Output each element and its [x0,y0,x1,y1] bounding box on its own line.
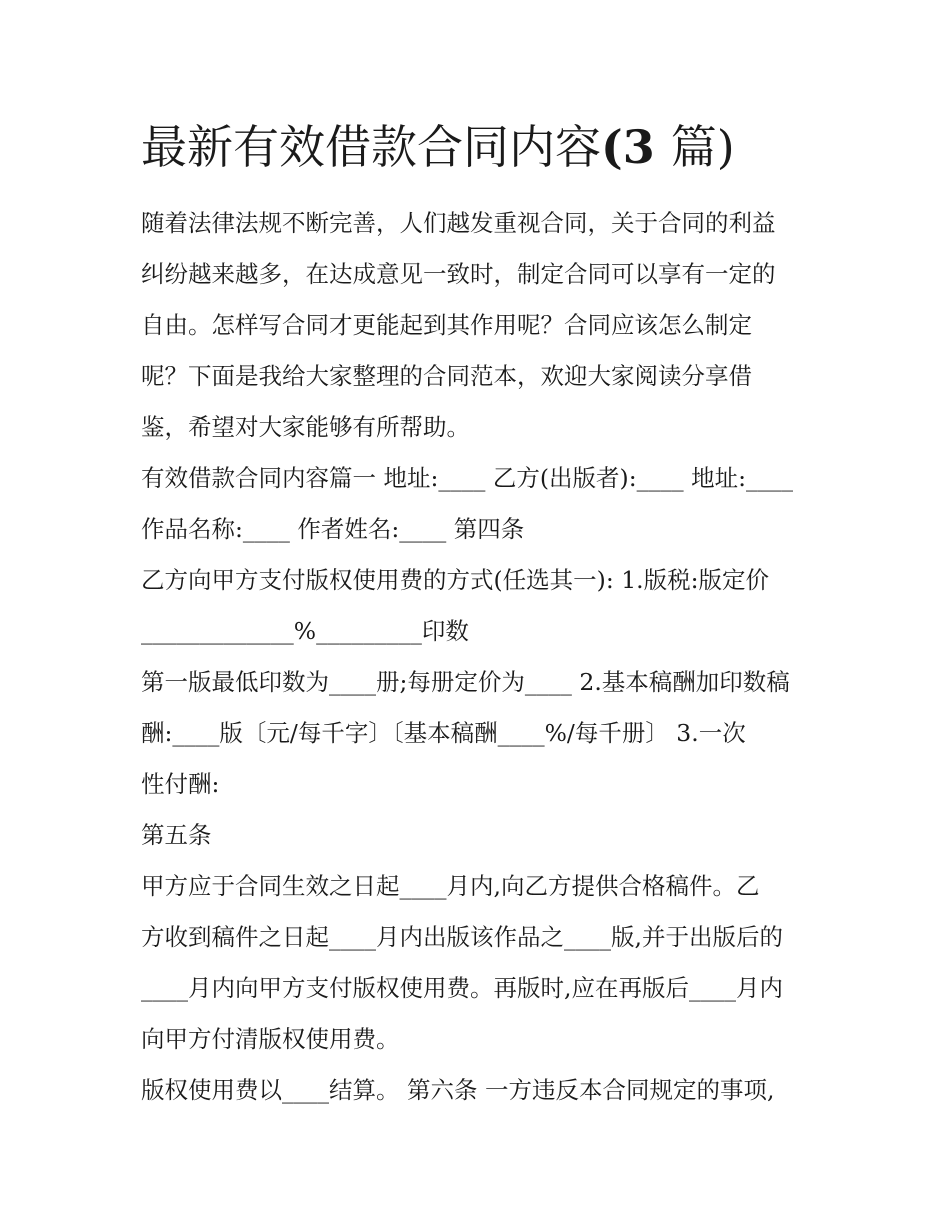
intro-line: 鉴，希望对大家能够有所帮助。 [141,413,470,441]
intro-line: 自由。怎样写合同才更能起到其作用呢？合同应该怎么制定 [141,311,752,339]
body-line: 向甲方付清版权使用费。 [141,1025,400,1053]
body-line: 有效借款合同内容篇一 地址:____ 乙方(出版者):____ 地址:____ [141,464,793,492]
body-line: 酬:____版〔元/每千字〕〔基本稿酬____%/每千册〕 3.一次 [141,719,746,747]
body-line: 乙方向甲方支付版权使用费的方式(任选其一): 1.版税:版定价 [141,566,770,594]
section-heading: 第五条 [141,821,212,849]
title-end: 篇) [670,120,735,174]
body-line: 甲方应于合同生效之日起____月内,向乙方提供合格稿件。乙 [141,872,760,900]
title-main: 最新有效借款合同内容 [141,120,601,174]
document-title [141,112,813,182]
body-line: 第一版最低印数为____册;每册定价为____ 2.基本稿酬加印数稿 [141,668,790,696]
document-content [141,112,813,1116]
intro-paragraph [141,198,813,453]
body-line: 方收到稿件之日起____月内出版该作品之____版,并于出版后的 [141,923,783,951]
title-count: (3 [601,120,671,174]
body-line: 性付酬: [141,770,220,798]
contract-body [141,453,813,1116]
body-line: 版权使用费以____结算。 第六条 一方违反本合同规定的事项, [141,1076,775,1104]
intro-line: 随着法律法规不断完善，人们越发重视合同，关于合同的利益 [141,209,776,237]
body-line: 作品名称:____ 作者姓名:____ 第四条 [141,515,525,543]
body-line: _____________%_________印数 [141,617,469,645]
intro-line: 呢？下面是我给大家整理的合同范本，欢迎大家阅读分享借 [141,362,752,390]
intro-line: 纠纷越来越多，在达成意见一致时，制定合同可以享有一定的 [141,260,776,288]
body-line: ____月内向甲方支付版权使用费。再版时,应在再版后____月内 [141,974,783,1002]
